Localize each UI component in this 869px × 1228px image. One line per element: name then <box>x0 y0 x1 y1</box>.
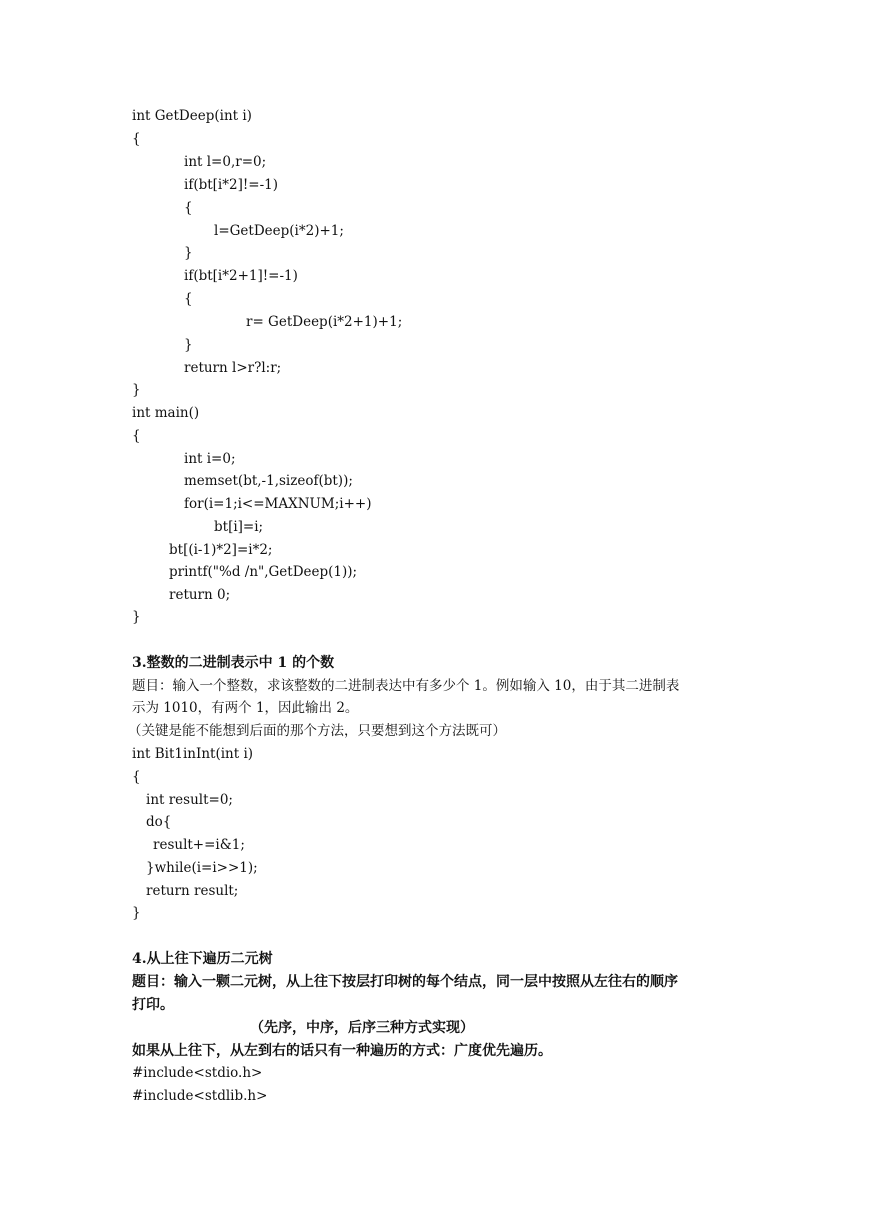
code-line: int i=0; <box>184 451 236 467</box>
code-line: int main() <box>132 405 200 421</box>
code-line: } <box>184 337 193 353</box>
code-line: int GetDeep(int i) <box>132 108 252 124</box>
section-4-remark: 如果从上往下，从左到右的话只有一种遍历的方式：广度优先遍历。 <box>132 1043 552 1059</box>
code-line: if(bt[i*2+1]!=-1) <box>184 268 298 284</box>
code-line: { <box>132 131 141 147</box>
code-line: } <box>184 245 193 261</box>
code-line: { <box>132 428 141 444</box>
code-line: } <box>132 905 141 921</box>
code-line: do{ <box>146 814 172 830</box>
code-line: for(i=1;i<=MAXNUM;i++) <box>184 496 372 512</box>
section-3-problem-line: 题目：输入一个整数，求该整数的二进制表达中有多少个 1。例如输入 10，由于其二进制表 <box>132 678 680 694</box>
code-line: { <box>184 200 193 216</box>
code-line: bt[(i-1)*2]=i*2; <box>169 542 273 558</box>
section-4-problem-line: 打印。 <box>132 997 174 1013</box>
code-line: memset(bt,-1,sizeof(bt)); <box>184 473 353 489</box>
section-4-heading: 4.从上往下遍历二元树 <box>132 951 273 967</box>
code-line: int l=0,r=0; <box>184 154 267 170</box>
section-3-note: （关键是能不能想到后面的那个方法，只要想到这个方法既可） <box>128 723 506 739</box>
code-line: #include<stdio.h> <box>132 1065 263 1081</box>
code-line: } <box>132 382 141 398</box>
code-line: } <box>132 609 141 625</box>
section-3-heading: 3.整数的二进制表示中 1 的个数 <box>132 655 335 671</box>
code-line: #include<stdlib.h> <box>132 1088 268 1104</box>
code-line: r= GetDeep(i*2+1)+1; <box>246 314 403 330</box>
code-line: return l>r?l:r; <box>184 360 282 376</box>
section-4-problem-line: 题目：输入一颗二元树，从上往下按层打印树的每个结点，同一层中按照从左往右的顺序 <box>132 974 678 990</box>
code-line: l=GetDeep(i*2)+1; <box>214 223 344 239</box>
section-4-subnote: （先序，中序，后序三种方式实现） <box>250 1020 474 1036</box>
code-line: return result; <box>146 883 239 899</box>
code-line: }while(i=i>>1); <box>146 860 258 876</box>
section-3-problem-line: 示为 1010，有两个 1，因此输出 2。 <box>132 700 359 716</box>
code-line: { <box>132 769 141 785</box>
code-line: return 0; <box>169 587 231 603</box>
code-line: result+=i&1; <box>153 837 245 853</box>
code-line: int Bit1inInt(int i) <box>132 746 254 762</box>
code-line: bt[i]=i; <box>214 519 264 535</box>
code-line: { <box>184 291 193 307</box>
code-line: printf("%d /n",GetDeep(1)); <box>169 564 358 580</box>
code-line: int result=0; <box>146 792 233 808</box>
code-line: if(bt[i*2]!=-1) <box>184 177 278 193</box>
